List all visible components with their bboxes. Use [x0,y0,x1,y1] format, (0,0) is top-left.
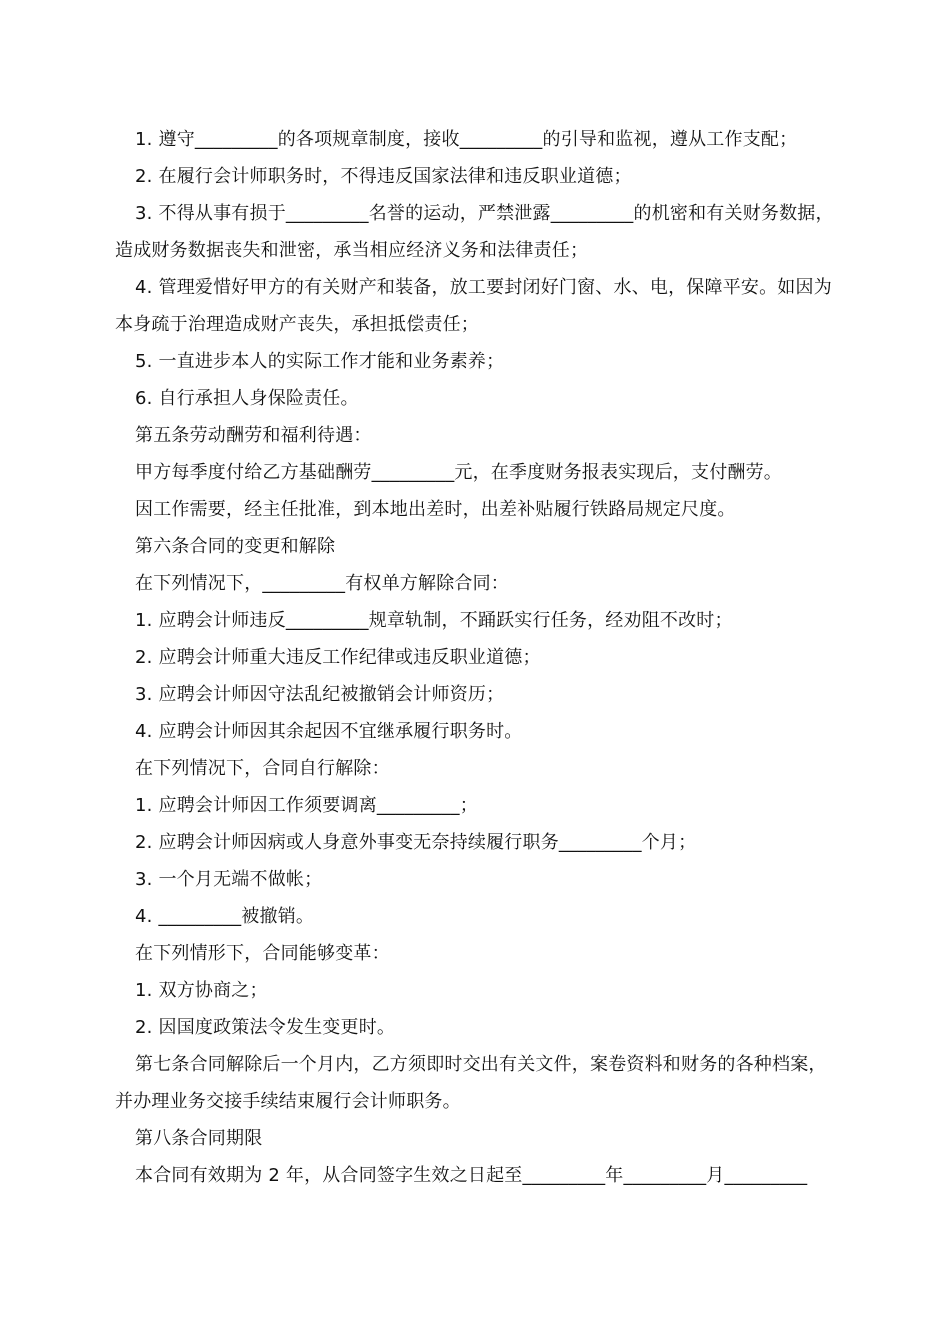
paragraph-2: 2. 在履行会计师职务时，不得违反国家法律和违反职业道德； [135,166,632,187]
section-heading-5: 第五条劳动酬劳和福利待遇： [135,425,372,446]
paragraph-6: 6. 自行承担人身保险责任。 [135,388,359,409]
paragraph-10: 1. 应聘会计师违反_________规章轨制，不踊跃实行任务，经劝阻不改时； [135,610,733,631]
paragraph-1: 1. 遵守_________的各项规章制度，接收_________的引导和监视，遵从工作支配； [135,129,798,150]
paragraph-17: 3. 一个月无端不做帐； [135,869,323,890]
section-heading-7: 第七条合同解除后一个月内，乙方须即时交出有关文件，案卷资料和财务的各种档案，并办理业务交接手续结束履行会计师职务。 [115,1054,827,1112]
paragraph-11: 2. 应聘会计师重大违反工作纪律或违反职业道德； [135,647,541,668]
section-heading-8: 第八条合同期限 [135,1128,263,1149]
paragraph-5: 5. 一直进步本人的实际工作才能和业务素养； [135,351,505,372]
paragraph-8: 因工作需要，经主任批准，到本地出差时，出差补贴履行铁路局规定尺度。 [135,499,736,520]
paragraph-3: 3. 不得从事有损于_________名誉的运动，严禁泄露_________的机密和有关财务数据，造成财务数据丧失和泄密，承当相应经济义务和法律责任； [115,203,834,261]
paragraph-14: 在下列情况下，合同自行解除： [135,758,390,779]
paragraph-16: 2. 应聘会计师因病或人身意外事变无奈持续履行职务_________个月； [135,832,697,853]
paragraph-7: 甲方每季度付给乙方基础酬劳_________元，在季度财务报表实现后，支付酬劳。 [135,462,782,483]
section-heading-6: 第六条合同的变更和解除 [135,536,336,557]
paragraph-18: 4. _________被撤销。 [135,906,315,927]
paragraph-15: 1. 应聘会计师因工作须要调离_________； [135,795,478,816]
paragraph-19: 在下列情形下，合同能够变革： [135,943,390,964]
paragraph-20: 1. 双方协商之； [135,980,268,1001]
paragraph-9: 在下列情况下，_________有权单方解除合同： [135,573,509,594]
paragraph-13: 4. 应聘会计师因其余起因不宜继承履行职务时。 [135,721,523,742]
paragraph-21: 2. 因国度政策法令发生变更时。 [135,1017,396,1038]
paragraph-4: 4. 管理爱惜好甲方的有关财产和装备，放工要封闭好门窗、水、电，保障平安。如因为本身疏于治理造成财产丧失，承担抵偿责任； [115,277,832,335]
contract-body [115,121,835,1194]
paragraph-22: 本合同有效期为 2 年，从合同签字生效之日起至_________年_________月_________ [135,1165,808,1186]
paragraph-12: 3. 应聘会计师因守法乱纪被撤销会计师资历； [135,684,505,705]
